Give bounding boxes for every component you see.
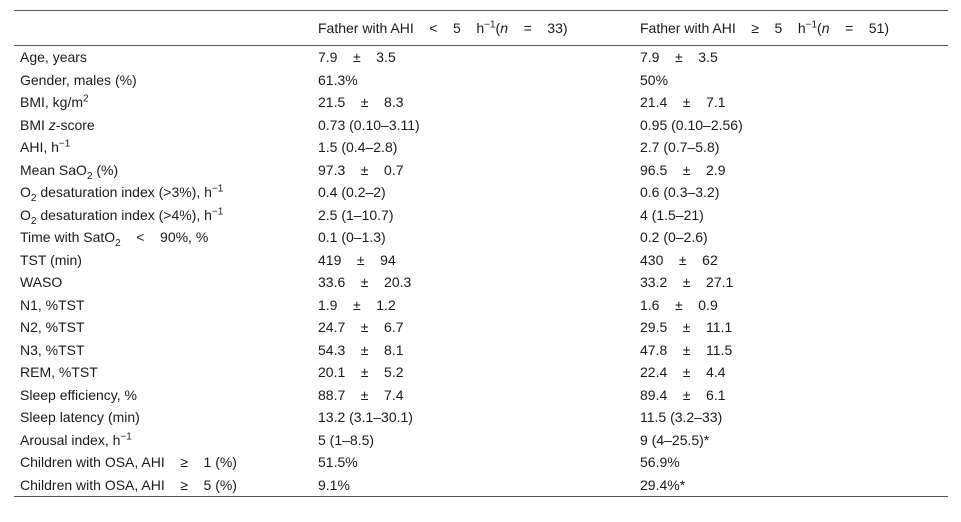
table-row [14, 181, 948, 204]
table-row [14, 451, 948, 474]
cell-group-b: 7.9 ± 3.5 [640, 49, 718, 66]
row-label: Sleep efficiency, % [20, 386, 137, 403]
header-row [14, 11, 948, 46]
cell-group-b: 29.4%* [640, 476, 686, 493]
row-label: TST (min) [20, 251, 82, 268]
cell-group-b: 1.6 ± 0.9 [640, 296, 718, 313]
table-row [14, 136, 948, 159]
cell-group-a: 54.3 ± 8.1 [318, 341, 404, 358]
cell-group-a: 24.7 ± 6.7 [318, 319, 404, 336]
table-row [14, 474, 948, 497]
cell-group-b: 21.4 ± 7.1 [640, 94, 726, 111]
header-cell-father-ahi-ge5: Father with AHI ≥ 5 $h^{-1}(n$ = 51) [640, 19, 890, 36]
header-cell-father-ahi-lt5: Father with AHI < 5 $h^{-1}(n$ = 33) [318, 19, 568, 36]
row-label: Mean SaO$_2$ (%) [20, 161, 119, 182]
cell-group-a: 419 ± 94 [318, 251, 396, 268]
table-row [14, 406, 948, 429]
table-row [14, 46, 948, 69]
row-label: $O_2$ desaturation index (>4%), $h^{-1}$ [20, 206, 224, 227]
table-row [14, 316, 948, 339]
cell-group-a: 33.6 ± 20.3 [318, 274, 412, 291]
cell-group-b: 4 (1.5–21) [640, 206, 704, 223]
cell-group-a: 21.5 ± 8.3 [318, 94, 404, 111]
row-label: Arousal index, $h^{-1}$ [20, 431, 132, 448]
table-row [14, 91, 948, 114]
table-row [14, 204, 948, 227]
row-label: Age, years [20, 49, 87, 66]
row-label: Gender, males (%) [20, 71, 137, 88]
cell-group-b: 430 ± 62 [640, 251, 718, 268]
cell-group-b: 0.95 (0.10–2.56) [640, 116, 743, 133]
cell-group-a: 0.73 (0.10–3.11) [318, 116, 420, 133]
row-label: Time with SatO$_2$ < 90%, % [20, 229, 209, 250]
cell-group-b: 0.6 (0.3–3.2) [640, 184, 720, 201]
table-row [14, 249, 948, 272]
table-row [14, 429, 948, 452]
row-label: Children with OSA, AHI ≥ 1 (%) [20, 454, 237, 471]
data-table [14, 10, 948, 497]
cell-group-a: 13.2 (3.1–30.1) [318, 409, 413, 426]
cell-group-a: 2.5 (1–10.7) [318, 206, 394, 223]
table-row [14, 114, 948, 137]
table-row [14, 361, 948, 384]
cell-group-a: 9.1% [318, 476, 350, 493]
row-label: BMI, $kg/m^2$ [20, 93, 89, 111]
cell-group-b: 11.5 (3.2–33) [640, 409, 723, 426]
cell-group-b: 2.7 (0.7–5.8) [640, 139, 720, 156]
table-row [14, 159, 948, 182]
header-cell-label [14, 11, 312, 46]
cell-group-a: 88.7 ± 7.4 [318, 386, 404, 403]
cell-group-a: 51.5% [318, 454, 358, 471]
cell-group-a: 61.3% [318, 71, 358, 88]
row-label: $O_2$ desaturation index (>3%), $h^{-1}$ [20, 183, 224, 205]
cell-group-b: 89.4 ± 6.1 [640, 386, 726, 403]
cell-group-a: 97.3 ± 0.7 [318, 161, 404, 178]
cell-group-a: 20.1 ± 5.2 [318, 364, 404, 381]
cell-group-b: 22.4 ± 4.4 [640, 364, 726, 381]
cell-group-b: 29.5 ± 11.1 [640, 319, 733, 336]
row-label: REM, %TST [20, 364, 98, 381]
cell-group-b: 96.5 ± 2.9 [640, 161, 726, 178]
cell-group-a: 0.4 (0.2–2) [318, 184, 386, 201]
cell-group-a: 1.5 (0.4–2.8) [318, 139, 398, 156]
table-row [14, 271, 948, 294]
cell-group-a: 0.1 (0–1.3) [318, 229, 386, 246]
table-row [14, 294, 948, 317]
table-row [14, 339, 948, 362]
table-row [14, 384, 948, 407]
row-label: N1, %TST [20, 296, 85, 313]
table-row [14, 69, 948, 92]
row-label: WASO [20, 274, 63, 291]
row-label: BMI z-score [20, 116, 95, 133]
cell-group-b: 56.9% [640, 454, 680, 471]
cell-group-b: 47.8 ± 11.5 [640, 341, 733, 358]
cell-group-a: 1.9 ± 1.2 [318, 296, 396, 313]
cell-group-a: 5 (1–8.5) [318, 431, 375, 448]
cell-group-b: 50% [640, 71, 669, 88]
cell-group-b: 9 (4–25.5)* [640, 431, 710, 448]
cell-group-b: 33.2 ± 27.1 [640, 274, 734, 291]
table-row [14, 226, 948, 249]
table-container [14, 10, 948, 497]
row-label: Children with OSA, AHI ≥ 5 (%) [20, 476, 237, 493]
row-label: N3, %TST [20, 341, 85, 358]
cell-group-a: 7.9 ± 3.5 [318, 49, 396, 66]
row-label: Sleep latency (min) [20, 409, 140, 426]
cell-group-b: 0.2 (0–2.6) [640, 229, 708, 246]
row-label: N2, %TST [20, 319, 85, 336]
row-label: AHI, $h^{-1}$ [20, 138, 71, 156]
